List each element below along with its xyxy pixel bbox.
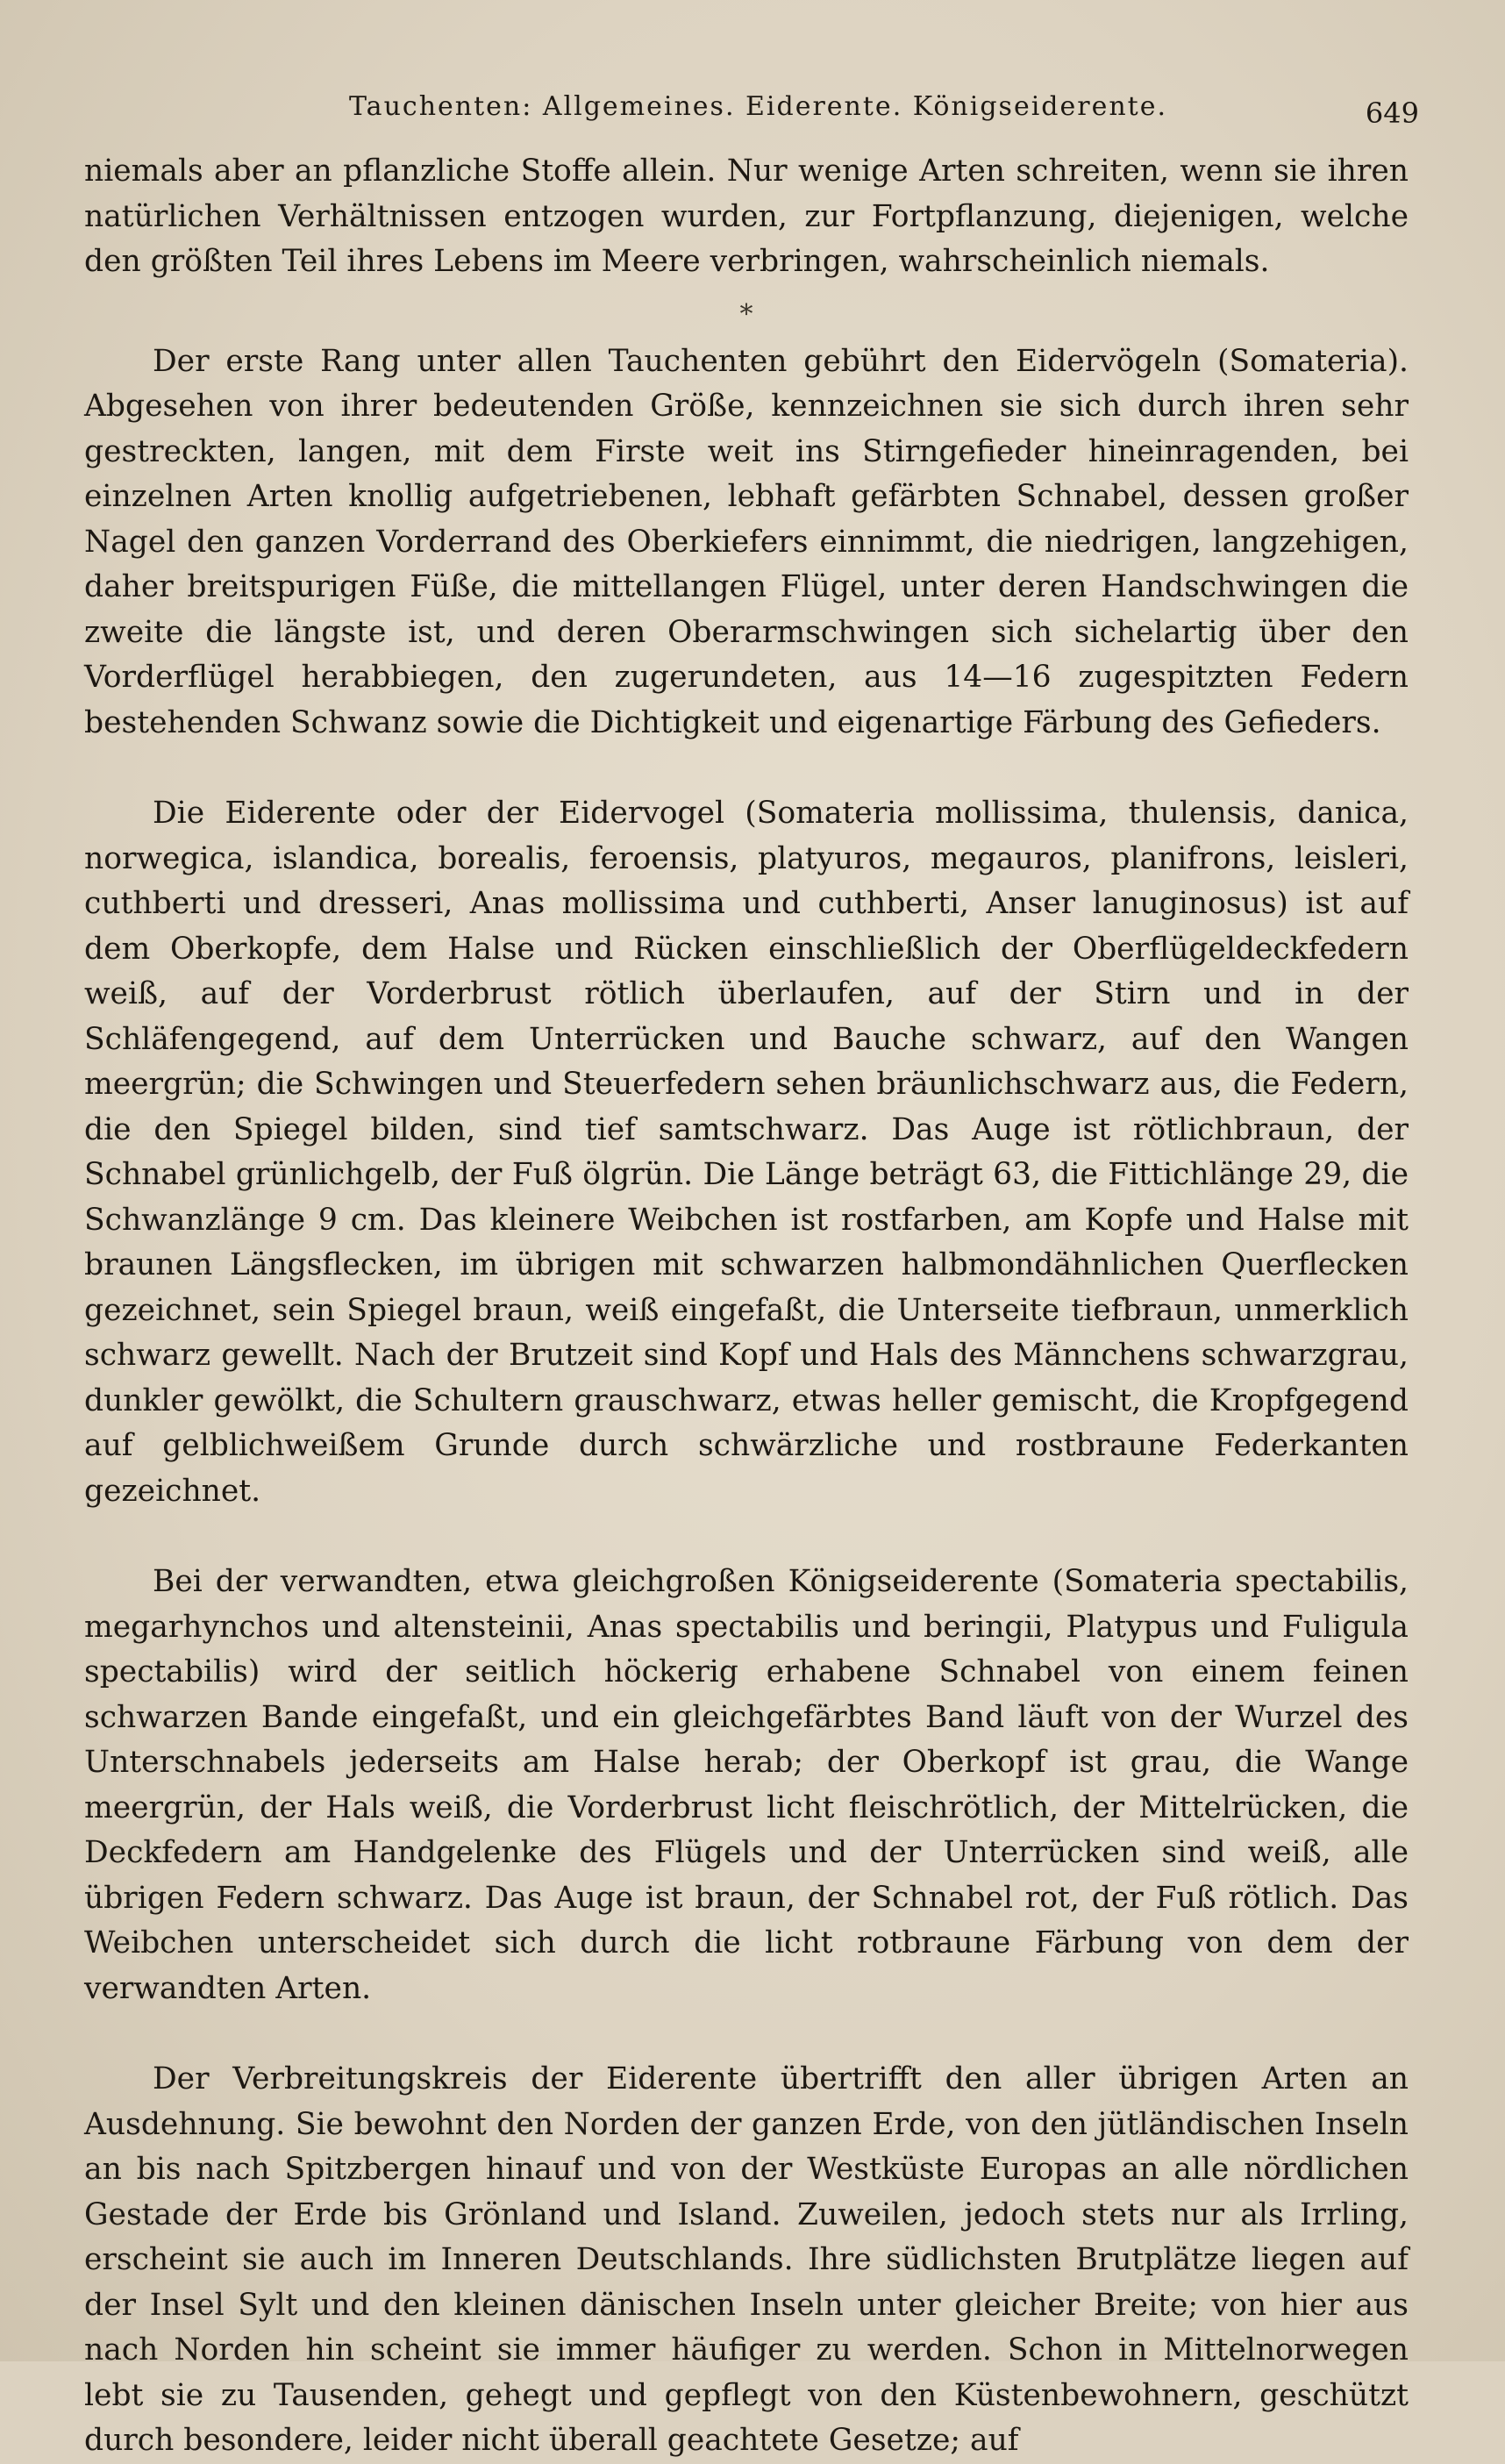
paragraph-eiderente: Die Eiderente oder der Eidervogel (Somateria mollissima, thulensis, danica, norwegica, islandica, borealis, feroensis, platyuros, megauros, planifrons, leisleri, cuthberti und dresseri, Anas mollissima und cuthberti, Anser lanuginosus) ist auf dem Oberkopfe, dem Halse und Rücken einschließlich der Oberflügeldeckfedern weiß, auf der Vorderbrust rötlich überlaufen, auf der Stirn und in der Schläfengegend, auf dem Unterrücken und Bauche schwarz, auf den Wangen meergrün; die Schwingen und Steuerfedern sehen bräunlichschwarz aus, die Federn, die den Spiegel bilden, sind tief samtschwarz. Das Auge ist rötlichbraun, der Schnabel grünlichgelb, der Fuß ölgrün. Die Länge beträgt 63, die Fittichlänge 29, die Schwanzlänge 9 cm. Das kleinere Weibchen ist rostfarben, am Kopfe und Halse mit braunen Längsflecken, im übrigen mit schwarzen halbmondähnlichen Querflecken gezeichnet, sein Spiegel braun, weiß eingefaßt, die Unterseite tiefbraun, unmerklich schwarz gewellt. Nach der Brutzeit sind Kopf und Hals des Männchens schwarzgrau, dunkler gewölkt, die Schultern grauschwarz, etwas heller gemischt, die Kropfgegend auf gelblichweißem Grunde durch schwärzliche und rostbraune Federkanten gezeichnet.: [84, 796, 1409, 1509]
section-separator-asterisk: *: [739, 298, 753, 330]
paragraph-gap: [84, 2011, 1409, 2057]
paragraph-gap: [84, 746, 1409, 791]
body-text: [84, 149, 1409, 2464]
running-title: Tauchenten: Allgemeines. Eiderente. Königseiderente.: [349, 91, 1168, 122]
paragraph-verbreitung: Der Verbreitungskreis der Eiderente übertrifft den aller übrigen Arten an Ausdehnung. Sie bewohnt den Norden der ganzen Erde, von den jütländischen Inseln an bis nach Spitzbergen hinauf und von der Westküste Europas an alle nördlichen Gestade der Erde bis Grönland und Island. Zuweilen, jedoch stets nur als Irrling, erscheint sie auch im Inneren Deutschlands. Ihre südlichsten Brutplätze liegen auf der Insel Sylt und den kleinen dänischen Inseln unter gleicher Breite; von hier aus nach Norden hin scheint sie immer häufiger zu werden. Schon in Mittelnorwegen lebt sie zu Tausenden, gehegt und gepflegt von den Küstenbewohnern, geschützt durch besondere, leider nicht überall geachtete Gesetze; auf: [84, 2061, 1409, 2458]
paragraph-continuation: niemals aber an pflanzliche Stoffe allein. Nur wenige Arten schreiten, wenn sie ihren natürlichen Verhältnissen entzogen wurden, zur Fortpflanzung, diejenigen, welche den größten Teil ihres Lebens im Meere verbringen, wahrscheinlich niemals.: [84, 154, 1409, 279]
paragraph-gap: [84, 1514, 1409, 1560]
page-number: 649: [1365, 96, 1419, 130]
running-header: [349, 91, 1419, 130]
paragraph-koenigseiderente: Bei der verwandten, etwa gleichgroßen Königseiderente (Somateria spectabilis, megarhynchos und altensteinii, Anas spectabilis und beringii, Platypus und Fuligula spectabilis) wird der seitlich höckerig erhabene Schnabel von einem feinen schwarzen Bande eingefaßt, und ein gleichgefärbtes Band läuft von der Wurzel des Unterschnabels jederseits am Halse herab; der Oberkopf ist grau, die Wange meergrün, der Hals weiß, die Vorderbrust licht fleischrötlich, der Mittelrücken, die Deckfedern am Handgelenke des Flügels und der Unterrücken sind weiß, alle übrigen Federn schwarz. Das Auge ist braun, der Schnabel rot, der Fuß rötlich. Das Weibchen unterscheidet sich durch die licht rotbraune Färbung von dem der verwandten Arten.: [84, 1564, 1409, 2006]
paragraph-eidervoegel: Der erste Rang unter allen Tauchenten gebührt den Eidervögeln (Somateria). Abgesehen von ihrer bedeutenden Größe, kennzeichnen sie sich durch ihren sehr gestreckten, langen, mit dem Firste weit ins Stirngefieder hineinragenden, bei einzelnen Arten knollig aufgetriebenen, lebhaft gefärbten Schnabel, dessen großer Nagel den ganzen Vorderrand des Oberkiefers einnimmt, die niedrigen, langzehigen, daher breitspurigen Füße, die mittellangen Flügel, unter deren Handschwingen die zweite die längste ist, und deren Oberarmschwingen sich sichelartig über den Vorderflügel herabbiegen, den zugerundeten, aus 14—16 zugespitzten Federn bestehenden Schwanz sowie die Dichtigkeit und eigenartige Färbung des Gefieders.: [84, 343, 1409, 740]
